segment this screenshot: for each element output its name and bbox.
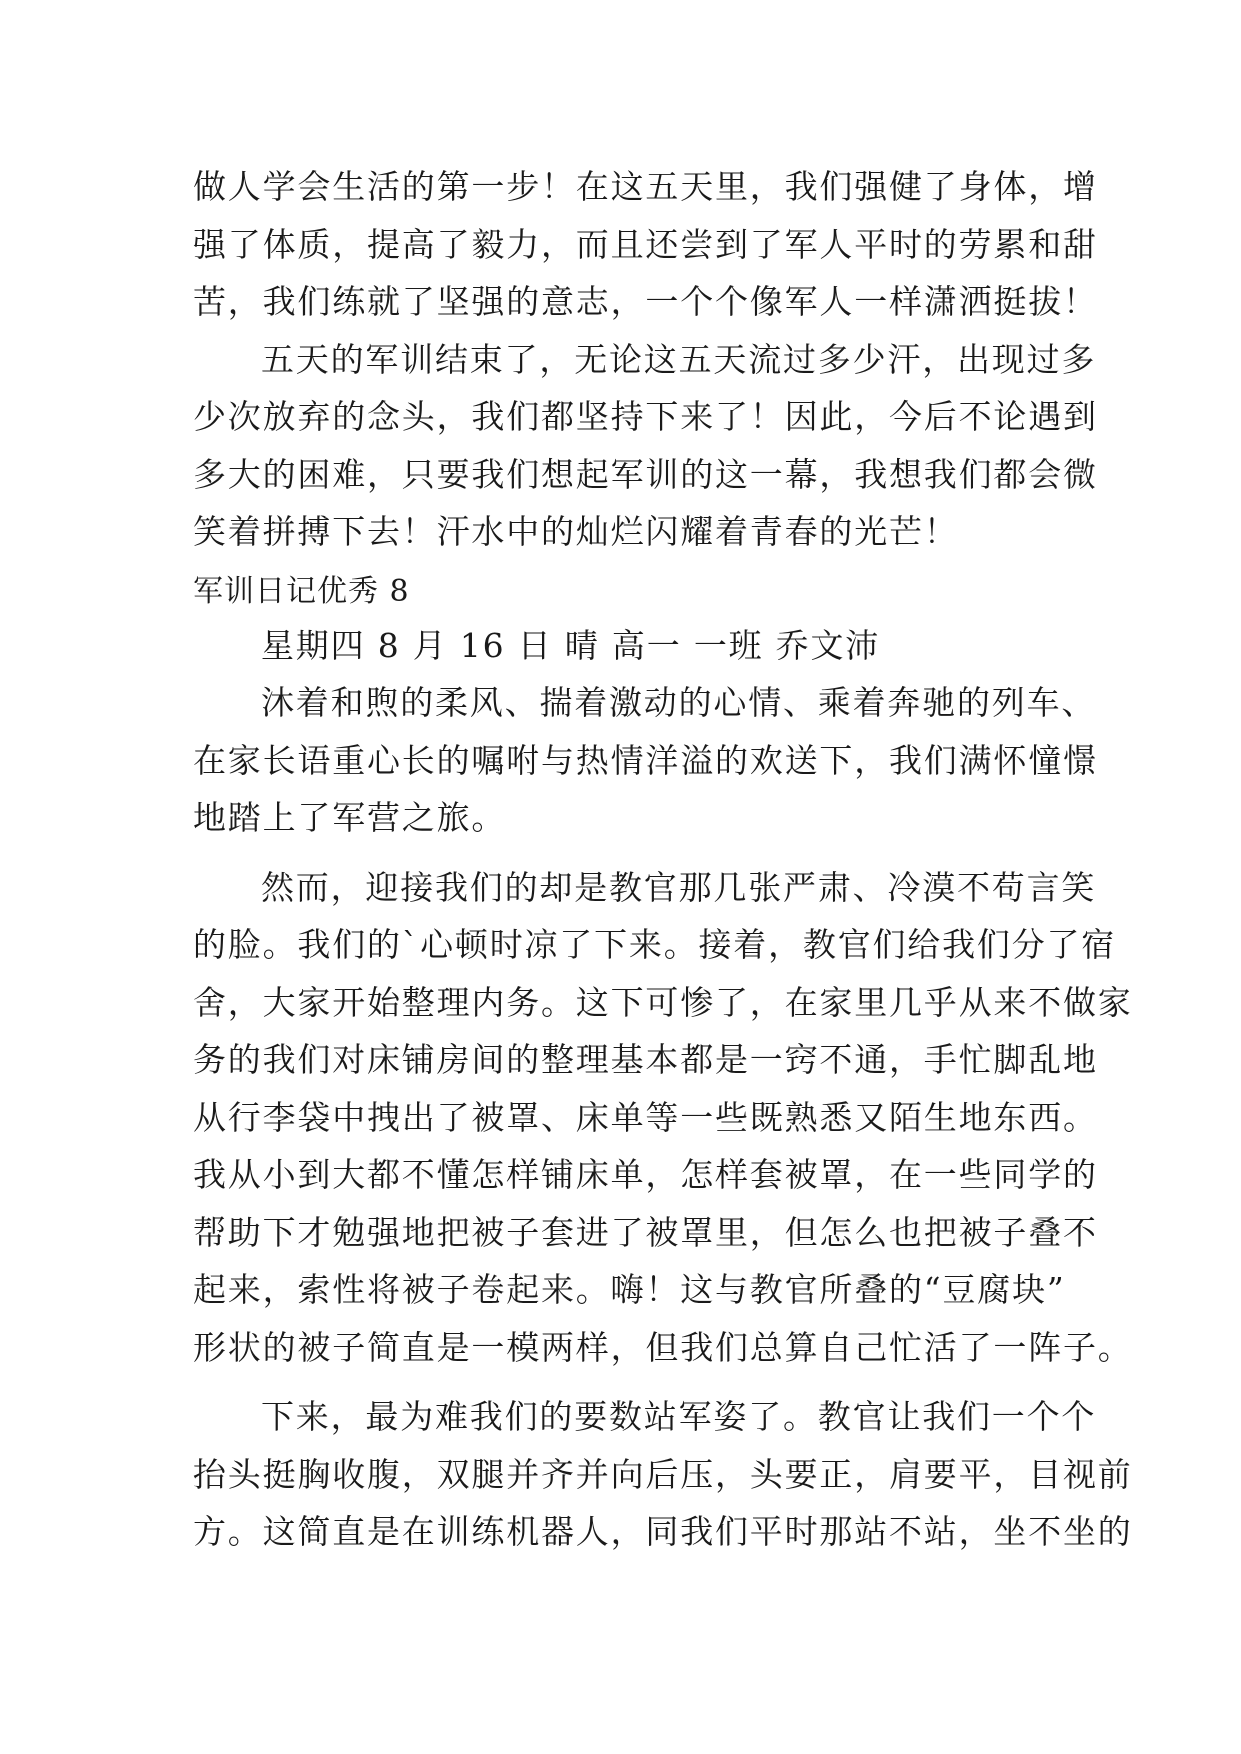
text-line: 务的我们对床铺房间的整理基本都是一窍不通，手忙脚乱地 [193,1040,1098,1079]
text-line: 起来，索性将被子卷起来。嗨！这与教官所叠的“豆腐块” [193,1270,1066,1309]
text-line: 的脸。我们的`心顿时凉了下来。接着，教官们给我们分了宿 [193,925,1117,964]
text-line: 然而，迎接我们的却是教官那几张严肃、冷漠不苟言笑 [261,867,1097,907]
dateline: 星期四 8 月 16 日 晴 高一 一班 乔文沛 [261,625,881,665]
text-line: 苦，我们练就了坚强的意志，一个个像军人一样潇洒挺拔！ [193,282,1098,321]
paragraph-4 [193,859,1133,1377]
text-line: 多大的困难，只要我们想起军训的这一幕，我想我们都会微 [193,454,1098,494]
text-line: 五天的军训结束了，无论这五天流过多少汗，出现过多 [261,339,1097,379]
text-line: 在家长语重心长的嘱咐与热情洋溢的欢送下，我们满怀憧憬 [193,740,1098,780]
text-line: 沐着和煦的柔风、揣着激动的心情、乘着奔驰的列车、 [261,683,1097,722]
text-line: 帮助下才勉强地把被子套进了被罩里，但怎么也把被子叠不 [193,1212,1098,1252]
text-line: 少次放弃的念头，我们都坚持下来了！因此，今后不论遇到 [193,397,1098,436]
paragraph-1 [193,158,1098,331]
paragraph-3 [193,674,1098,847]
text-line: 从行李袋中拽出了被罩、床单等一些既熟悉又陌生地东西。 [193,1097,1098,1137]
paragraph-2 [193,331,1098,561]
paragraph-5 [193,1388,1133,1561]
text-line: 做人学会生活的第一步！在这五天里，我们强健了身体，增 [193,167,1098,206]
text-line: 舍，大家开始整理内务。这下可惨了，在家里几乎从来不做家 [193,982,1133,1022]
text-line: 形状的被子简直是一模两样，但我们总算自己忙活了一阵子。 [193,1327,1133,1367]
document-body [193,158,1133,1561]
text-line: 下来，最为难我们的要数站军姿了。教官让我们一个个 [261,1397,1097,1436]
section-heading: 军训日记优秀 8 [193,573,410,609]
text-line: 我从小到大都不懂怎样铺床单，怎样套被罩，在一些同学的 [193,1155,1098,1194]
text-line: 抬头挺胸收腹，双腿并齐并向后压，头要正，肩要平，目视前 [193,1454,1133,1494]
text-line: 方。这简直是在训练机器人，同我们平时那站不站，坐不坐的 [193,1512,1133,1551]
text-line: 笑着拼搏下去！汗水中的灿烂闪耀着青春的光芒！ [193,512,959,551]
text-line: 地踏上了军营之旅。 [193,798,507,837]
text-line: 强了体质，提高了毅力，而且还尝到了军人平时的劳累和甜 [193,224,1098,264]
